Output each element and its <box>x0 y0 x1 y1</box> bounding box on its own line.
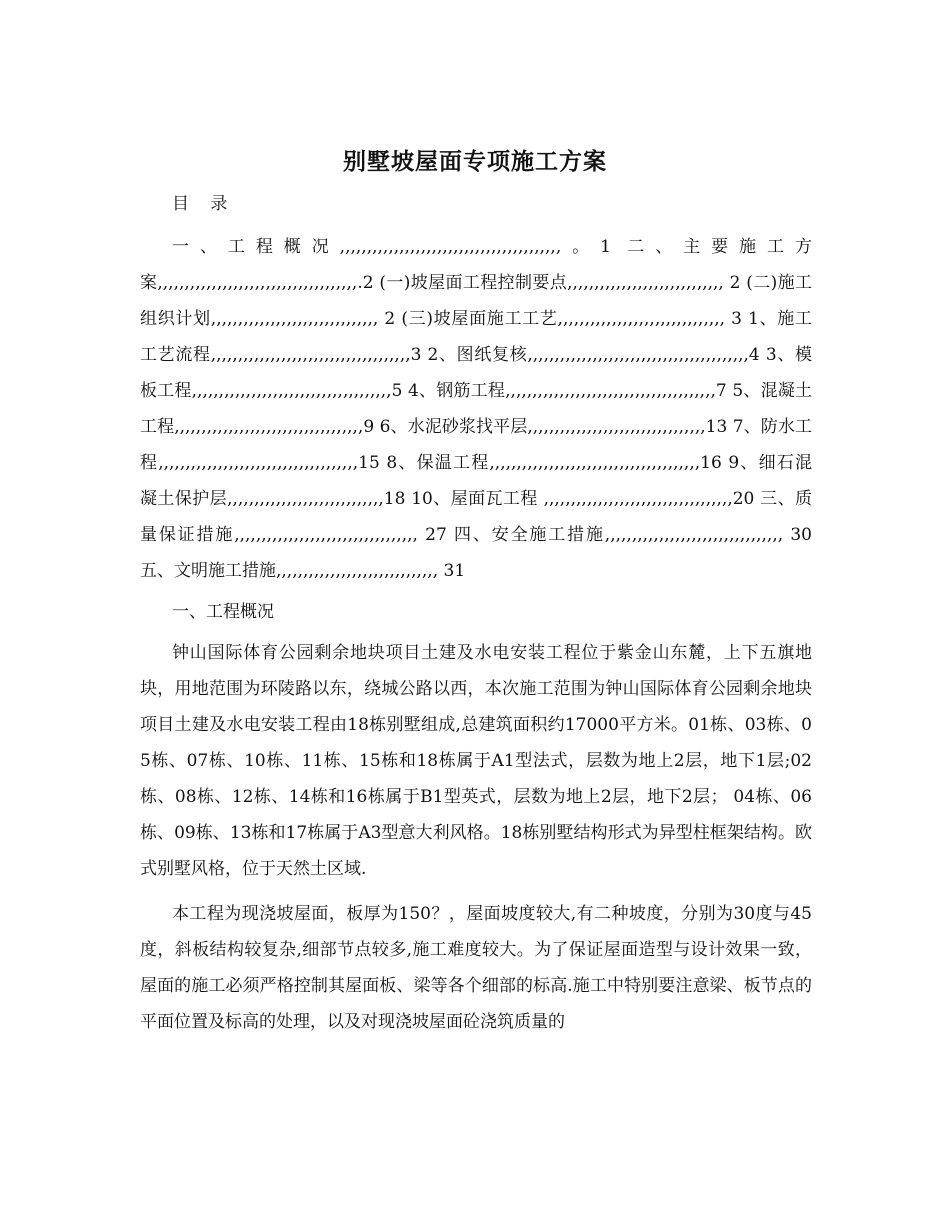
paragraph-roof: 本工程为现浇坡屋面，板厚为150？，屋面坡度较大,有二种坡度，分别为30度与45度，斜板结构较复杂,细部节点较多,施工难度较大。为了保证屋面造型与设计效果一致，屋面的施工必须严格控制其屋面板、梁等各个细部的标高.施工中特别要注意梁、板节点的平面位置及标高的处理，以及对现浇坡屋面砼浇筑质量的 <box>140 904 812 1032</box>
toc-label: 目 录 <box>172 194 236 214</box>
document-body <box>140 186 812 1049</box>
section-heading: 一、工程概况 <box>172 602 274 622</box>
document-title: 别墅坡屋面专项施工方案 <box>343 148 607 175</box>
table-of-contents: 一、工程概况,,,,,,,,,,,,,,,,,,,,,,,,,,,,,,,,,,,,,,,,,。1 二、主要施工方案,,,,,,,,,,,,,,,,,,,,,,,,,,,,,,,,,,,,,.2 (一)坡屋面工程控制要点,,,,,,,,,,,,,,,,,,,,,,,,,,,,, 2 (二)施工组织计划,,,,,,,,,,,,,,,,,,,,,,,,,,,,,,, 2 (三)坡屋面施工工艺,,,,,,,,,,,,,,,,,,,,,,,,,,,,,,, 3 1、施工工艺流程,,,,,,,,,,,,,,,,,,,,,,,,,,,,,,,,,,,,,3 2、图纸复核,,,,,,,,,,,,,,,,,,,,,,,,,,,,,,,,,,,,,,,,,4 3、模板工程,,,,,,,,,,,,,,,,,,,,,,,,,,,,,,,,,,,,,5 4、钢筋工程,,,,,,,,,,,,,,,,,,,,,,,,,,,,,,,,,,,,,,,7 5、混凝土工程,,,,,,,,,,,,,,,,,,,,,,,,,,,,,,,,,,,9 6、水泥砂浆找平层,,,,,,,,,,,,,,,,,,,,,,,,,,,,,,,,,13 7、防水工程,,,,,,,,,,,,,,,,,,,,,,,,,,,,,,,,,,,,,15 8、保温工程,,,,,,,,,,,,,,,,,,,,,,,,,,,,,,,,,,,,,,,16 9、细石混凝土保护层,,,,,,,,,,,,,,,,,,,,,,,,,,,,,18 10、屋面瓦工程 ,,,,,,,,,,,,,,,,,,,,,,,,,,,,,,,,,,,20 三、质量保证措施,,,,,,,,,,,,,,,,,,,,,,,,,,,,,,,,,, 27 四、安全施工措施,,,,,,,,,,,,,,,,,,,,,,,,,,,,,,,,, 30 五、文明施工措施,,,,,,,,,,,,,,,,,,,,,,,,,,,,,, 31 <box>140 237 812 581</box>
paragraph-overview: 钟山国际体育公园剩余地块项目土建及水电安装工程位于紫金山东麓，上下五旗地块，用地范围为环陵路以东，绕城公路以西，本次施工范围为钟山国际体育公园剩余地块项目土建及水电安装工程由18栋别墅组成,总建筑面积约17000平方米。01栋、03栋、05栋、07栋、10栋、11栋、15栋和18栋属于A1型法式，层数为地上2层，地下1层;02栋、08栋、12栋、14栋和16栋属于B1型英式，层数为地上2层，地下2层； 04栋、06栋、09栋、13栋和17栋属于A3型意大利风格。18栋别墅结构形式为异型柱框架结构。欧式别墅风格，位于天然土区域. <box>140 643 812 879</box>
